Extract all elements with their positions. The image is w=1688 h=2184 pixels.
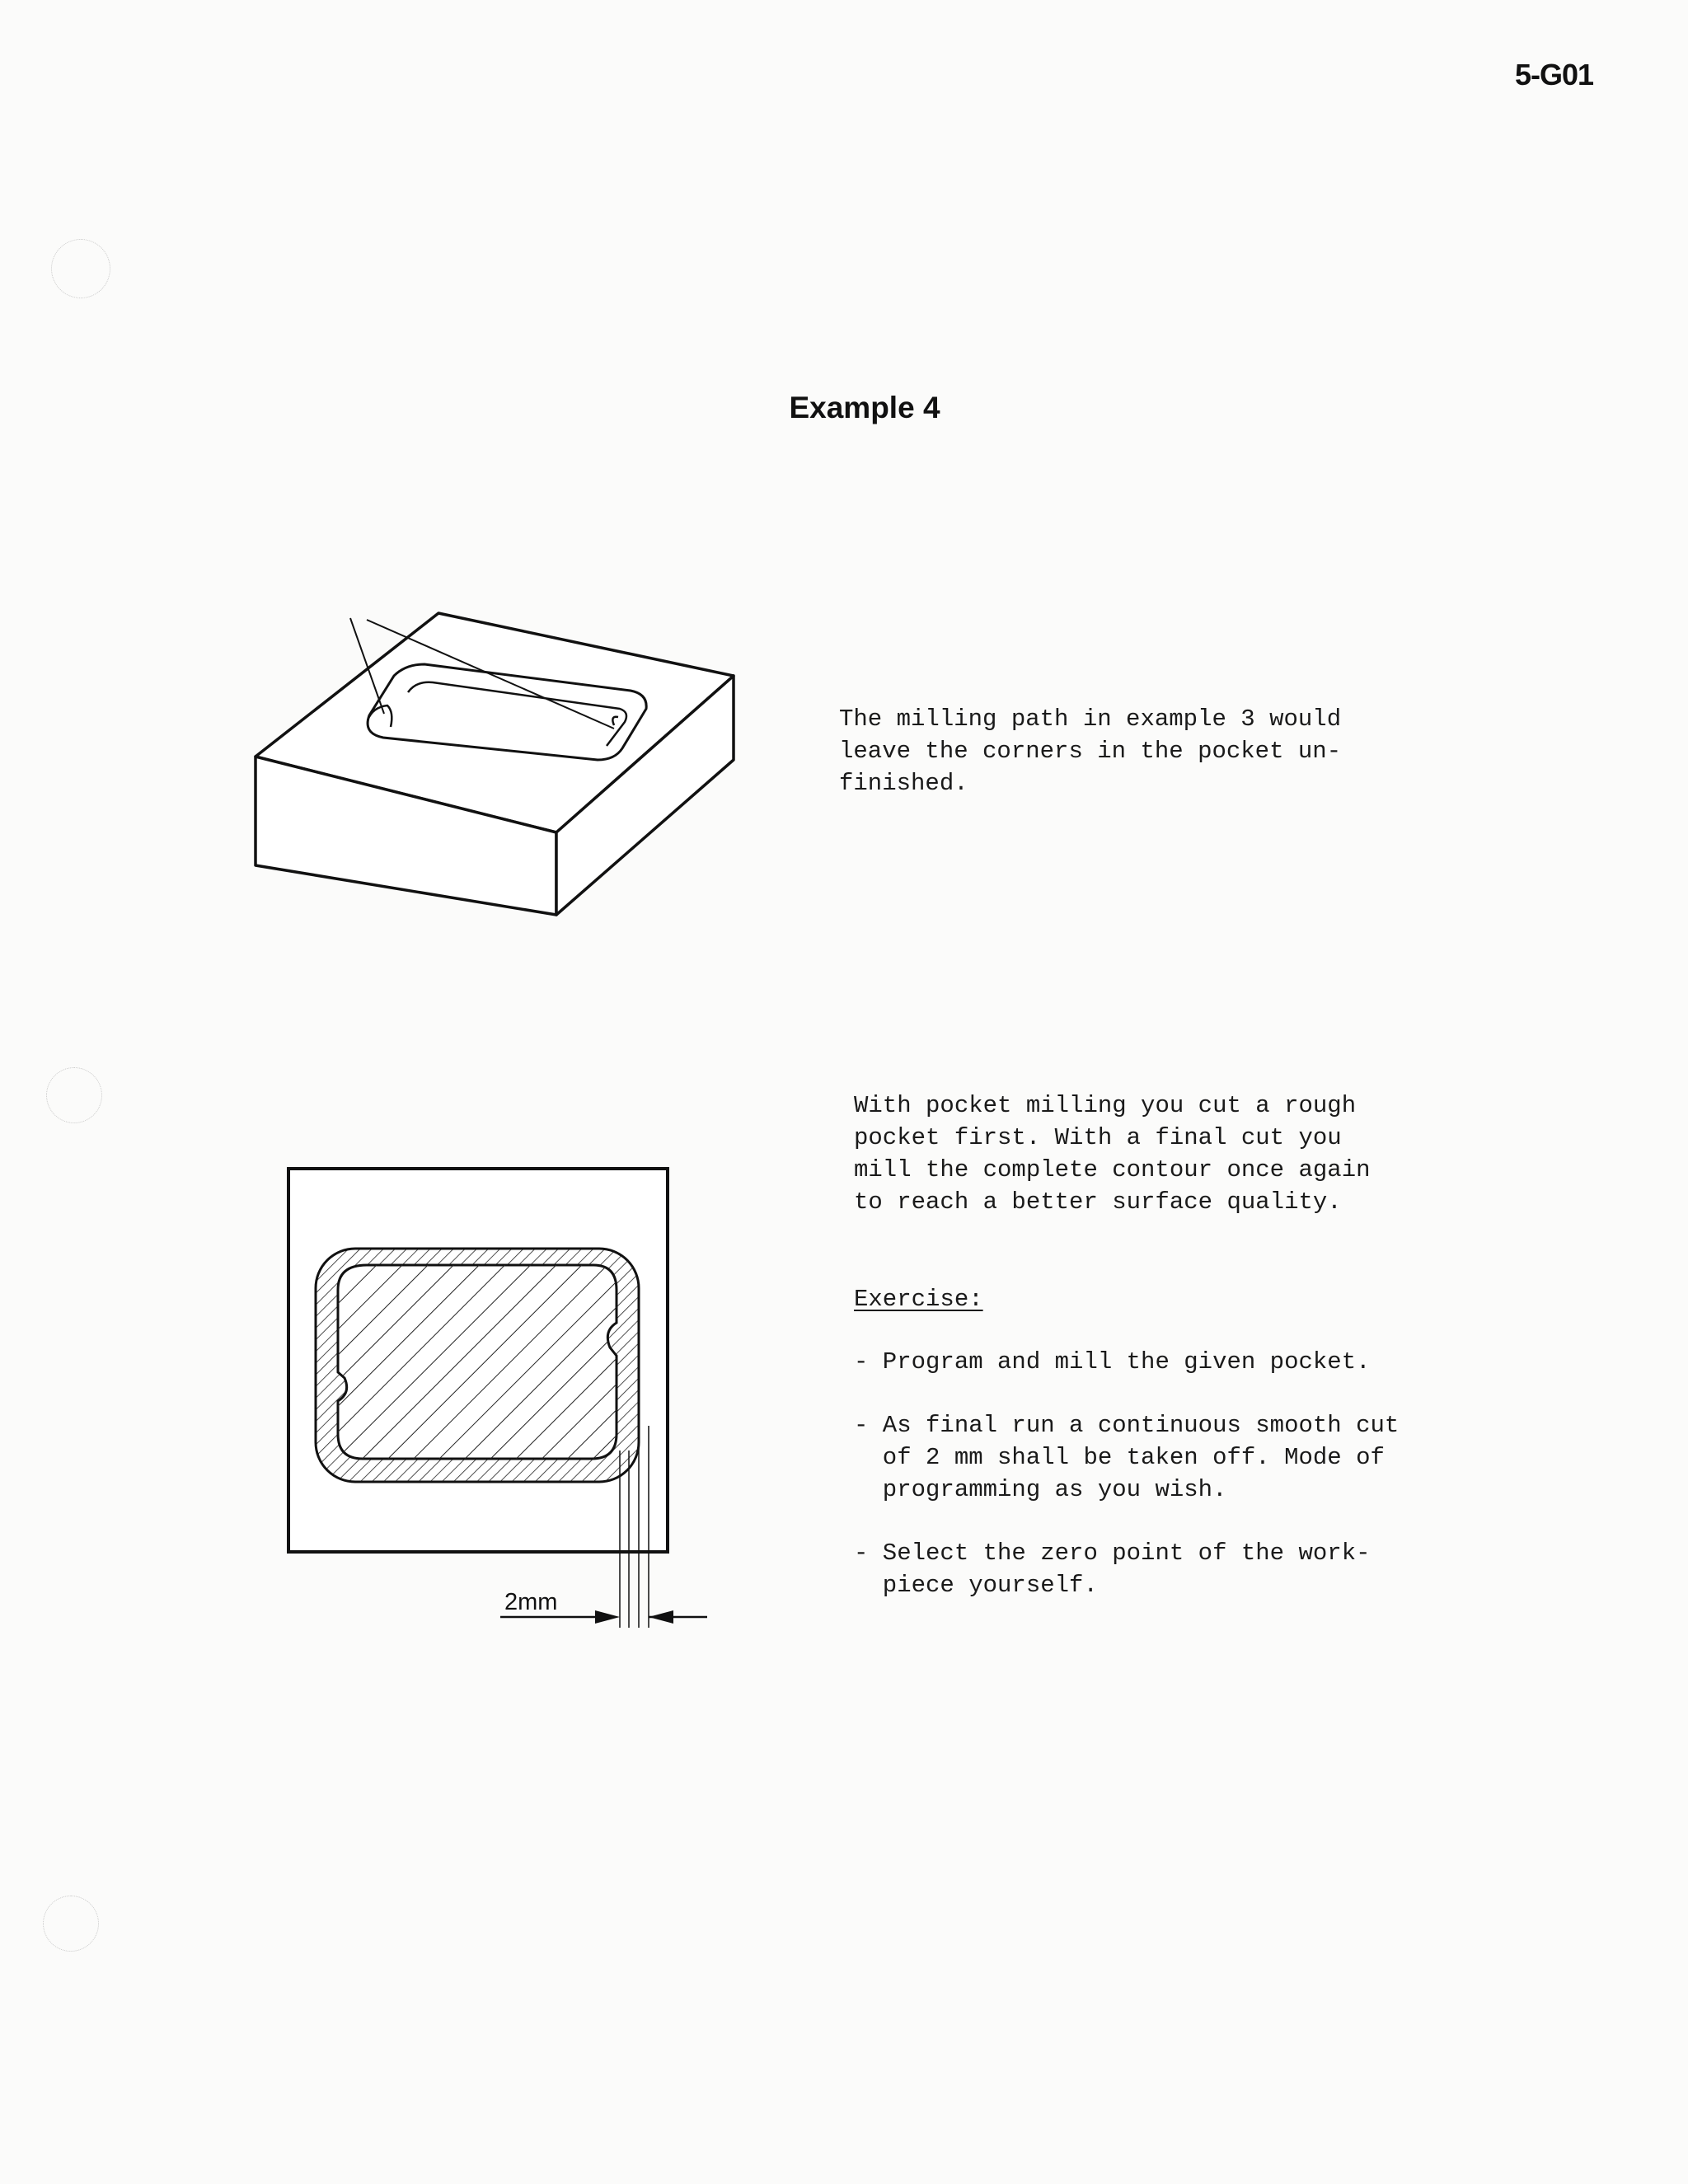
- dimension-label: 2mm: [504, 1589, 558, 1615]
- exercise-item: - As final run a continuous smooth cut of 2 mm shall be taken off. Mode of programming as you wish.: [854, 1412, 1400, 1503]
- page-code: 5-G01: [1515, 58, 1594, 91]
- exercise-item: - Program and mill the given pocket.: [854, 1348, 1371, 1376]
- exercise-item: - Select the zero point of the work- piece yourself.: [854, 1540, 1371, 1599]
- rough-pocket-hatch: [338, 1265, 617, 1459]
- figure1-caption: The milling path in example 3 would leave the corners in the pocket un- finished.: [839, 705, 1342, 797]
- figure2-caption: With pocket milling you cut a rough pocket first. With a final cut you mill the complete contour once again to reach a better surface quality.: [854, 1092, 1371, 1216]
- page-title: Example 4: [789, 391, 940, 424]
- dimension-arrow-left: [595, 1610, 620, 1624]
- exercise-heading: Exercise:: [854, 1286, 983, 1313]
